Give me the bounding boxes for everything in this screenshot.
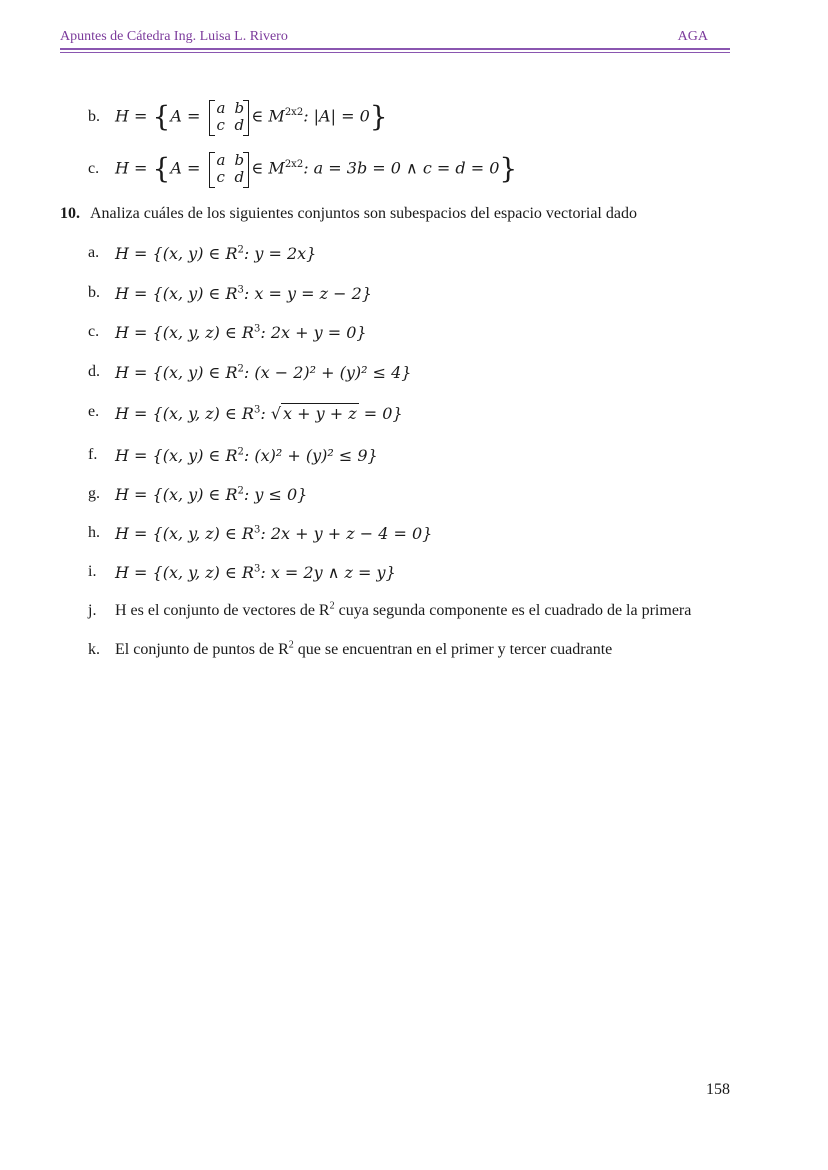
header-rule-thin [60, 52, 730, 53]
item-label: e. [88, 403, 100, 420]
math-sup: 2x2 [284, 107, 304, 119]
exercise-10 [60, 205, 637, 223]
page-header [60, 29, 730, 51]
header-title: Apuntes de Cátedra Ing. Luisa L. Rivero [60, 29, 288, 44]
math-part: H = {(x, y, z) ∈ R [115, 524, 254, 543]
text-part: El conjunto de puntos de R [115, 641, 289, 658]
math-part: H = {(x, y, z) ∈ R [115, 563, 254, 582]
math-part: : 2x + y = 0} [260, 323, 367, 342]
math-part: H = {(x, y, z) ∈ R [115, 323, 254, 342]
math-sup: 2 [237, 446, 244, 458]
matrix [209, 152, 249, 186]
text-part: H es el conjunto de vectores de R [115, 602, 330, 619]
matrix [209, 100, 249, 134]
math-part: H = {(x, y) ∈ R [115, 244, 238, 263]
text-part: que se encuentran en el primer y tercer cuadrante [293, 641, 613, 658]
matrix-cell: c [216, 168, 225, 186]
exercise-number: 10. [60, 205, 80, 222]
item-text [115, 602, 691, 620]
header-course: AGA [677, 29, 708, 44]
math-part: H = {(x, y) ∈ R [115, 446, 238, 465]
item-label: b. [88, 284, 100, 301]
matrix-cell: a [216, 151, 226, 169]
item-label: h. [88, 524, 100, 541]
math-part: : x = y = z − 2} [243, 284, 372, 303]
item-text [115, 641, 612, 659]
math-sup: 3 [253, 323, 261, 335]
math-part: H = {(x, y) ∈ R [115, 284, 238, 303]
item-math: H = {A = a b c d ∈ $M^{2x2}$: a = 3b = 0 ∧ c = d = 0} [115, 151, 518, 186]
math-cond: : |A| = 0 [303, 106, 370, 126]
math-sup: 2 [237, 244, 244, 256]
header-rule [60, 48, 730, 50]
math-part: = 0} [358, 404, 403, 423]
math-part: H = {(x, y, z) ∈ R [115, 404, 254, 423]
item-label: i. [88, 563, 97, 580]
math-part: : (x)² + (y)² ≤ 9} [243, 446, 378, 465]
item-math: H = {(x, y, z) ∈ $R^3$: √ x + y + z = 0} [115, 404, 403, 423]
math-part: : 2x + y + z − 4 = 0} [260, 524, 433, 543]
item-label: a. [88, 244, 100, 261]
matrix-cell: b [234, 151, 245, 169]
math-sup: 3 [237, 284, 244, 296]
math-sup: 2 [237, 363, 244, 375]
item-math [115, 323, 367, 342]
math-part: : [260, 404, 271, 423]
math-part: : x = 2y ∧ z = y} [260, 563, 396, 582]
matrix-cell: d [234, 116, 245, 134]
math-part: : y ≤ 0} [243, 485, 308, 504]
math-sup: 3 [253, 563, 261, 575]
page-number: 158 [706, 1081, 730, 1098]
item-math [115, 244, 316, 263]
math-part: H = {(x, y) ∈ R [115, 363, 238, 382]
math-sup: 3 [253, 404, 261, 416]
sqrt-radicand: x + y + z [283, 404, 357, 423]
text-sup: 2 [288, 639, 294, 651]
item-math [115, 446, 378, 465]
math-lhs: H = [115, 106, 153, 126]
matrix-cell: b [234, 99, 245, 117]
item-label: b. [88, 108, 100, 125]
item-label: k. [88, 641, 100, 658]
item-label: d. [88, 363, 100, 380]
math-cond: : a = 3b = 0 ∧ c = d = 0 [303, 158, 500, 178]
text-part: cuya segunda componente es el cuadrado de la primera [334, 602, 692, 619]
math-part: H = {(x, y) ∈ R [115, 485, 238, 504]
math-a-eq: A = [170, 106, 206, 126]
math-sup: 3 [253, 524, 261, 536]
math-in: ∈ M [251, 158, 285, 178]
item-math [115, 363, 411, 382]
text-sup: 2 [329, 600, 335, 612]
item-label: c. [88, 323, 100, 340]
item-label: g. [88, 485, 100, 502]
math-sup: 2 [237, 485, 244, 497]
item-label: j. [88, 602, 97, 619]
matrix-cell: d [234, 168, 245, 186]
math-sup: 2x2 [284, 159, 304, 171]
math-a-eq: A = [170, 158, 206, 178]
item-label: f. [88, 446, 98, 463]
math-part: : y = 2x} [243, 244, 317, 263]
item-math [115, 485, 307, 504]
math-in: ∈ M [251, 106, 285, 126]
item-label: c. [88, 160, 100, 177]
math-part: : (x − 2)² + (y)² ≤ 4} [243, 363, 412, 382]
matrix-cell: a [216, 99, 226, 117]
item-math [115, 563, 396, 582]
item-math [115, 524, 432, 543]
math-lhs: H = [115, 158, 153, 178]
item-math: H = {A = a b c d ∈ $M^{2x2}$: |A| = 0} [115, 99, 388, 134]
matrix-cell: c [216, 116, 225, 134]
exercise-statement: Analiza cuáles de los siguientes conjuntos son subespacios del espacio vectorial dado [90, 205, 637, 222]
item-math [115, 284, 372, 303]
